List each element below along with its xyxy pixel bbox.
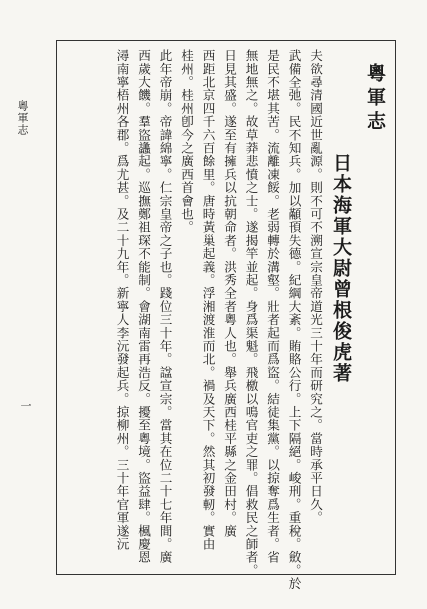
text-column-10: 潯南寧梧州各郡。爲尤甚。及二十九年。新寧人李沅發起兵。掠柳州。三十年官軍遂沅	[114, 49, 130, 551]
author-line: 日本海軍大尉曾根俊虎著	[330, 153, 352, 384]
text-column-1: 夫欲尋清國近世亂源。則不可不溯宣宗皇帝道光三十年而研究之。當時承平日久。	[308, 49, 323, 525]
text-column-7: 桂州。桂州卽今之廣西首會也。	[179, 49, 194, 234]
text-column-5: 日見其盛。遂至有擁兵以抗朝命者。洪秀全者粵人也。舉兵廣西桂平縣之金田村。廣	[222, 49, 237, 538]
vertical-text-block	[57, 41, 395, 591]
text-column-2: 武備全弛。民不知兵。加以顢頇失德。紀綱大紊。賄賂公行。上下隔絕。峻刑。重稅。斂。於	[286, 49, 302, 591]
text-column-4: 無地無之。故草莽悲憤之士。遂揭竿並起。身爲渠魁。飛檄以鳴官吏之罪。倡救民之師者。	[243, 49, 259, 577]
running-head: 粵軍志	[16, 100, 29, 136]
text-column-8: 此年帝崩。帝諱綿寧。仁宗皇帝之子也。踐位三十年。諡宣宗。當其在位二十七年間。廣	[157, 49, 173, 564]
document-title: 粵軍志	[364, 63, 386, 135]
page-number: 一	[19, 400, 32, 411]
text-frame	[56, 40, 396, 591]
text-column-3: 是民不堪其苦。流離凍餒。老弱轉於溝壑。壯者起而爲盜。結徒集黨。以掠奪爲生者。省	[265, 49, 280, 564]
text-column-9: 西歲大饑。羣盜蠭起。巡撫鄭祖琛不能制。會湖南雷再浩反。擾至粵境。盜益肆。楓慶恩	[136, 49, 151, 564]
text-column-6: 西距北京四千六百餘里。唐時黃巢起義。浮湘渡淮而北。禍及天下。然其初發軔。實由	[200, 49, 216, 551]
